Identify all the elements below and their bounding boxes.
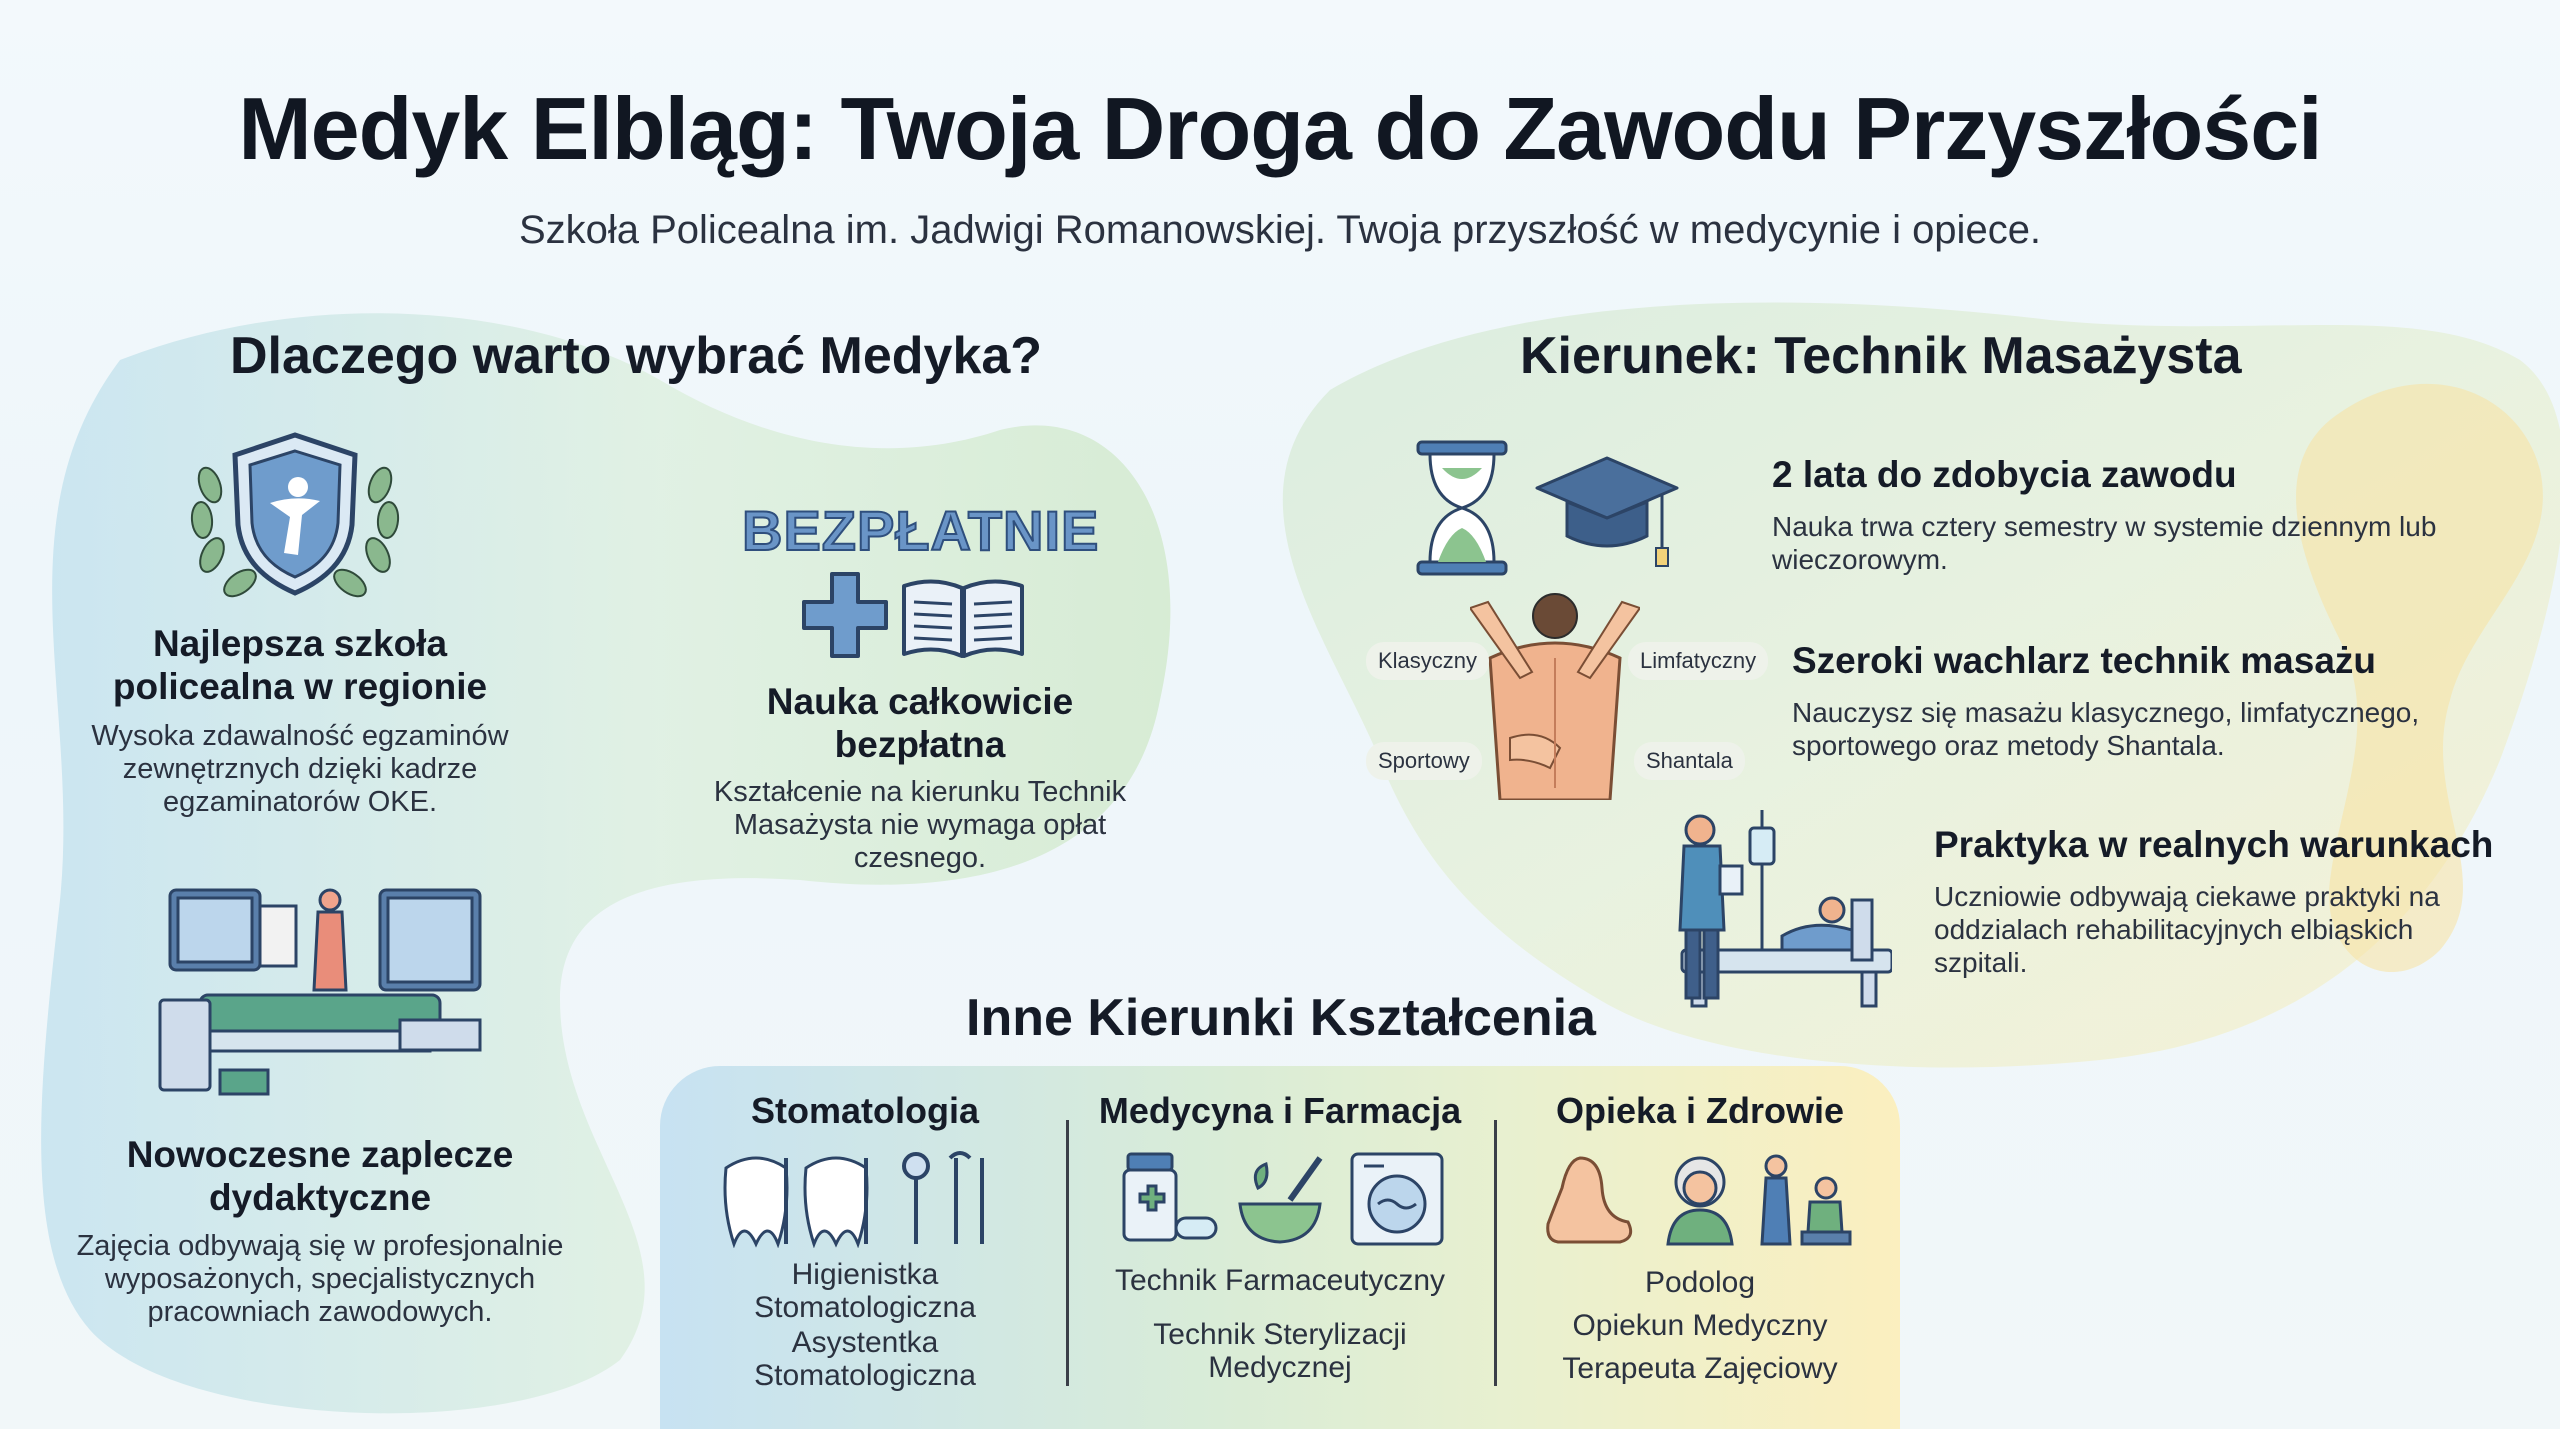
direction-heading: Kierunek: Technik Masażysta bbox=[1520, 327, 2242, 385]
free-title: Nauka całkowicie bezpłatna bbox=[766, 681, 1074, 765]
course-item: Technik Sterylizacji Medycznej bbox=[1153, 1318, 1407, 1384]
techniques-title: Szeroki wachlarz technik masażu bbox=[1792, 640, 2377, 681]
practice-desc: Uczniowie odbywają ciekawe praktyki na oddzialach rehabilitacyjnych elbiąskich szpitali. bbox=[1934, 881, 2440, 978]
technique-label-sport: Sportowy bbox=[1366, 742, 1482, 780]
plus-icon bbox=[800, 570, 890, 660]
course-item: Podolog bbox=[1644, 1266, 1756, 1299]
practice-title: Praktyka w realnych warunkach bbox=[1934, 824, 2494, 865]
column-divider bbox=[1494, 1120, 1497, 1386]
sterilizer-icon bbox=[1352, 1154, 1442, 1244]
modern-desc: Zajęcia odbywają się w profesjonalnie wyposażonych, specjalistycznych pracowniach zawodowych. bbox=[76, 1230, 564, 1328]
course-item: Higienistka Stomatologiczna bbox=[754, 1258, 976, 1324]
tooth-icon bbox=[716, 1148, 996, 1248]
technique-label-lymphatic: Limfatyczny bbox=[1628, 642, 1768, 680]
massage-icon bbox=[1470, 588, 1640, 800]
shield-laurel-icon bbox=[180, 425, 410, 605]
elderly-icon bbox=[1668, 1158, 1732, 1244]
foot-icon bbox=[1540, 1148, 1860, 1248]
free-desc: Kształcenie na kierunku Technik Masażysta nie wymaga opłat czesnego. bbox=[713, 776, 1127, 874]
hospital-practice-icon bbox=[1662, 800, 1892, 1010]
medicine-bottle-icon bbox=[1120, 1148, 1450, 1248]
techniques-desc: Nauczysz się masażu klasycznego, limfatycznego, sportowego oraz metody Shantala. bbox=[1792, 697, 2420, 761]
technique-label-classic: Klasyczny bbox=[1366, 642, 1489, 680]
course-item: Asystentka Stomatologiczna bbox=[754, 1326, 976, 1392]
other-heading: Inne Kierunki Kształcenia bbox=[966, 989, 1596, 1047]
page-subtitle: Szkoła Policealna im. Jadwigi Romanowskiej. Twoja przyszłość w medycynie i opiece. bbox=[518, 208, 2042, 252]
course-item: Opiekun Medyczny bbox=[1572, 1309, 1828, 1342]
column-title-stomatology: Stomatologia bbox=[750, 1090, 979, 1131]
medical-lab-icon bbox=[150, 880, 490, 1105]
mortar-icon bbox=[1240, 1158, 1320, 1242]
best-school-desc: Wysoka zdawalność egzaminów zewnętrznych dzięki kadrze egzaminatorów OKE. bbox=[91, 720, 509, 818]
years-title: 2 lata do zdobycia zawodu bbox=[1772, 454, 2237, 495]
years-desc: Nauka trwa cztery semestry w systemie dziennym lub wieczorowym. bbox=[1772, 511, 2437, 575]
hourglass-icon bbox=[1412, 438, 1512, 578]
why-heading: Dlaczego warto wybrać Medyka? bbox=[230, 327, 1043, 385]
column-divider bbox=[1066, 1120, 1069, 1386]
course-item: Technik Farmaceutyczny bbox=[1114, 1264, 1446, 1297]
page-title: Medyk Elbląg: Twoja Droga do Zawodu Przyszłości bbox=[238, 79, 2322, 178]
column-title-care-health: Opieka i Zdrowie bbox=[1555, 1090, 1845, 1131]
column-title-medicine-pharmacy: Medycyna i Farmacja bbox=[1098, 1090, 1462, 1131]
technique-label-shantala: Shantala bbox=[1634, 742, 1745, 780]
therapy-icon bbox=[1762, 1156, 1850, 1244]
course-item: Terapeuta Zajęciowy bbox=[1562, 1352, 1838, 1385]
best-school-title: Najlepsza szkoła policealna w regionie bbox=[112, 623, 488, 707]
dental-tools-icon bbox=[904, 1153, 982, 1244]
book-icon bbox=[898, 576, 1028, 660]
graduation-cap-icon bbox=[1532, 452, 1682, 572]
free-badge: BEZPŁATNIE bbox=[742, 499, 1100, 562]
modern-title: Nowoczesne zaplecze dydaktyczne bbox=[126, 1134, 514, 1218]
